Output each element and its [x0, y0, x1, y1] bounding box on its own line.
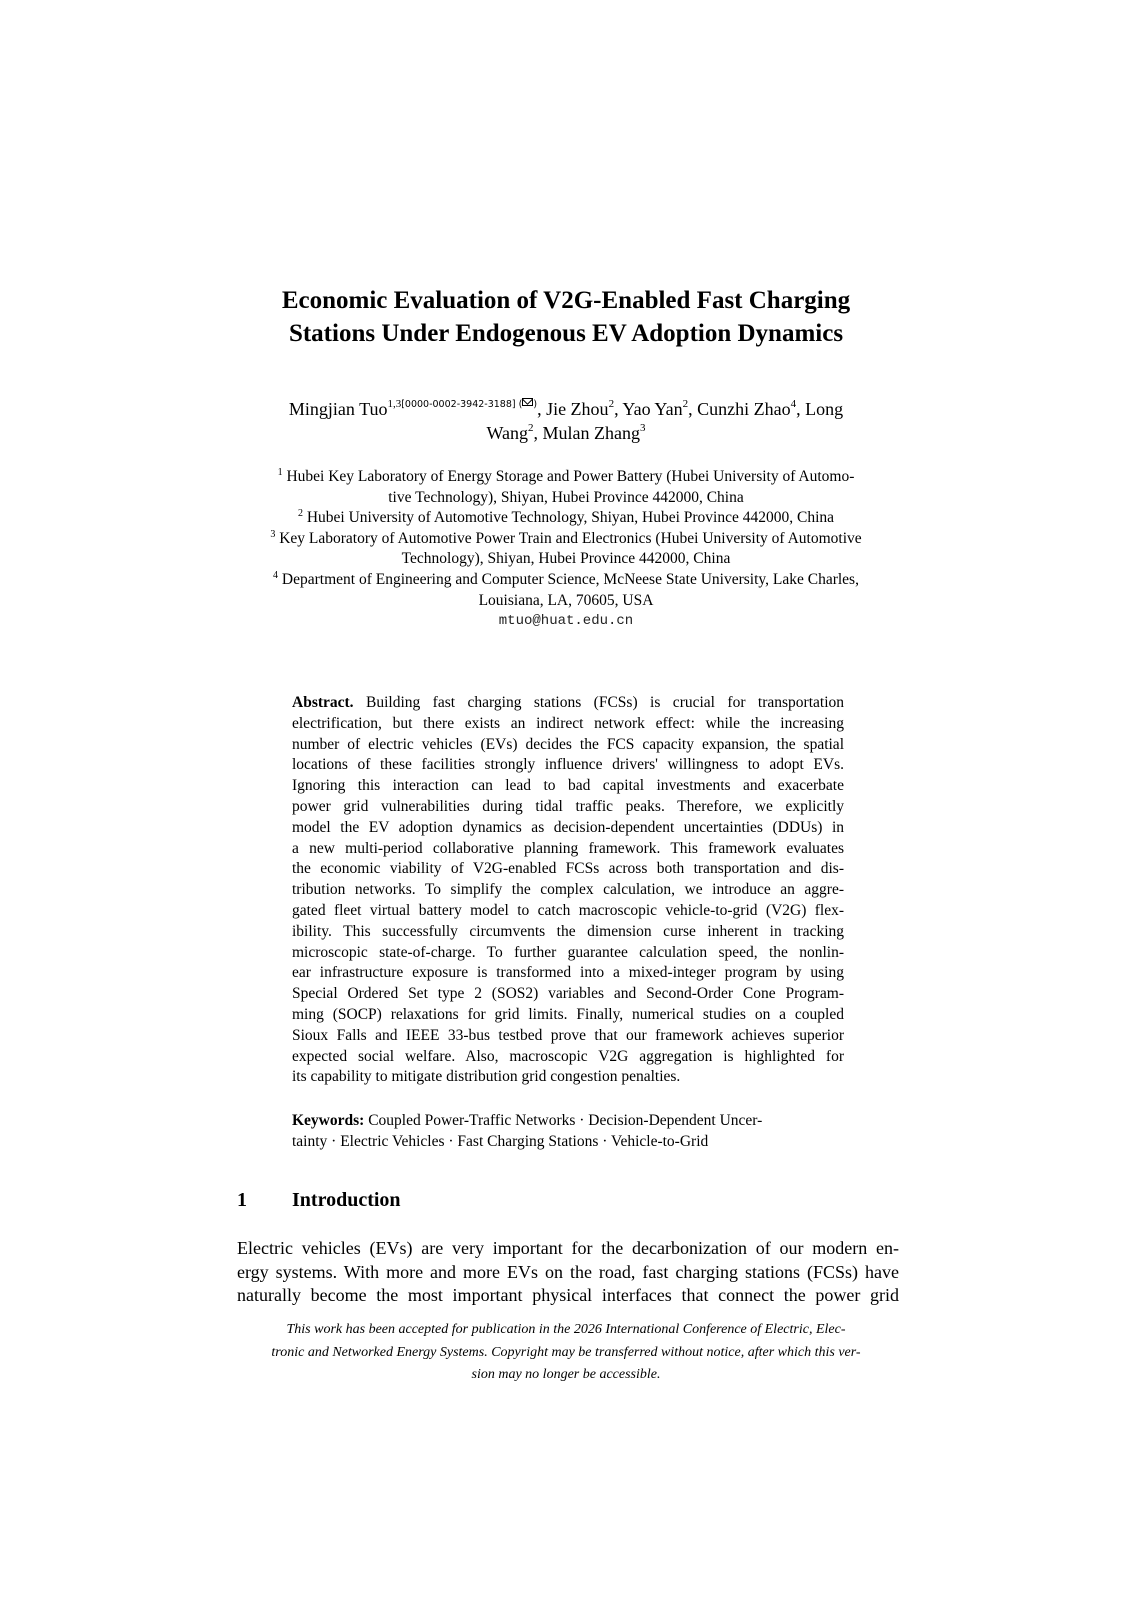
section-number: 1: [237, 1189, 247, 1211]
author-affiliation-marker: 2: [682, 398, 689, 410]
publication-note: [0, 1319, 1132, 1387]
orcid-id: [0000-0002-3942-3188]: [401, 399, 516, 410]
abstract-line: Ignoring this interaction can lead to bad capital investments and exacerbate: [292, 777, 844, 795]
abstract-line: power grid vulnerabilities during tidal traffic peaks. Therefore, we explicitly: [292, 797, 844, 815]
abstract-line: ibility. This successfully circumvents the dimension curse inherent in tracking: [292, 922, 844, 940]
affiliation-line: tive Technology), Shiyan, Hubei Province 442000, China: [388, 488, 744, 506]
author-affiliation-marker: 3: [640, 422, 646, 434]
author-affiliation-marker: 2: [608, 398, 615, 410]
abstract-line: tribution networks. To simplify the complex calculation, we introduce an aggre-: [292, 881, 844, 899]
footnote-line: This work has been accepted for publication in the 2026 International Conference of Electric, Elec-: [286, 1322, 846, 1337]
affiliations: [0, 467, 1132, 632]
abstract-line: Special Ordered Set type 2 (SOS2) variables and Second-Order Cone Program-: [292, 985, 844, 1003]
title-line: Stations Under Endogenous EV Adoption Dynamics: [288, 320, 844, 347]
abstract-line: model the EV adoption dynamics as decision-dependent uncertainties (DDUs) in: [292, 818, 844, 836]
abstract-line: locations of these facilities strongly influence drivers' willingness to adopt EVs.: [292, 756, 844, 774]
abstract-line: the economic viability of V2G-enabled FCSs across both transportation and dis-: [292, 860, 844, 878]
abstract-line: electrification, but there exists an indirect network effect: while the increasing: [292, 714, 844, 732]
footnote-line: sion may no longer be accessible.: [471, 1367, 661, 1382]
keywords-line: Keywords: Coupled Power-Traffic Networks · Decision-Dependent Uncer-: [292, 1112, 763, 1129]
abstract-line: a new multi-period collaborative planning framework. This framework evaluates: [292, 839, 844, 857]
author-name: , Long: [796, 399, 844, 419]
abstract-label: Abstract.: [292, 694, 354, 711]
body-line: ergy systems. With more and more EVs on the road, fast charging stations (FCSs) have: [237, 1261, 899, 1282]
abstract-line: ear infrastructure exposure is transformed into a mixed-integer program by using: [292, 964, 844, 982]
author-line: [0, 421, 1132, 445]
abstract-line: number of electric vehicles (EVs) decides the FCS capacity expansion, the spatial: [292, 735, 844, 753]
abstract: [292, 693, 844, 1088]
keywords-line: tainty · Electric Vehicles · Fast Charging Stations · Vehicle-to-Grid: [292, 1133, 709, 1150]
abstract-line: microscopic state-of-charge. To further guarantee calculation speed, the nonlin-: [292, 943, 844, 961]
affiliation-line: $^4$ Department of Engineering and Computer Science, McNeese State University, Lake Charles,: [273, 569, 859, 588]
abstract-line: expected social welfare. Also, macroscopic V2G aggregation is highlighted for: [292, 1047, 844, 1065]
abstract-line: gated fleet virtual battery model to catch macroscopic vehicle-to-grid (V2G) flex-: [292, 901, 844, 919]
section-heading: [237, 1187, 401, 1213]
author-name: Mingjian Tuo: [288, 399, 388, 419]
keywords-label: Keywords:: [292, 1112, 365, 1129]
envelope-icon: [522, 398, 533, 406]
intro-paragraph: [237, 1237, 899, 1308]
author-affiliation-marker: 1,3[0000-0002-3942-3188] ( ): [387, 398, 538, 410]
author-list: [0, 397, 1132, 445]
author-name: Wang: [486, 423, 529, 443]
contact-email[interactable]: mtuo@huat.edu.cn: [498, 613, 634, 630]
keywords: [292, 1110, 844, 1152]
affiliation-line: Louisiana, LA, 70605, USA: [478, 591, 654, 609]
author-name: , Cunzhi Zhao: [688, 399, 791, 419]
paper-title: [0, 284, 1132, 350]
body-line: naturally become the most important physical interfaces that connect the power grid: [237, 1285, 899, 1305]
author-name: , Jie Zhou: [537, 399, 609, 419]
affiliation-line: $^1$ Hubei Key Laboratory of Energy Storage and Power Battery (Hubei University of Automo-: [277, 467, 855, 485]
title-line: Economic Evaluation of V2G-Enabled Fast Charging: [281, 287, 851, 314]
footnote-line: tronic and Networked Energy Systems. Copyright may be transferred without notice, after which this ver-: [271, 1344, 861, 1360]
author-affiliation-marker: 2: [528, 422, 534, 434]
affiliation-line: Technology), Shiyan, Hubei Province 442000, China: [401, 550, 731, 568]
author-name: , Mulan Zhang: [533, 423, 641, 443]
affiliation-line: $^3$ Key Laboratory of Automotive Power Train and Electronics (Hubei University of Automotive: [270, 528, 862, 547]
author-name: , Yao Yan: [614, 399, 683, 419]
abstract-line: ming (SOCP) relaxations for grid limits. Finally, numerical studies on a coupled: [292, 1005, 844, 1023]
abstract-line: Sioux Falls and IEEE 33-bus testbed prove that our framework achieves superior: [292, 1026, 844, 1044]
author-affiliation-marker: 4: [790, 398, 797, 410]
section-title: Introduction: [292, 1189, 401, 1211]
abstract-line: its capability to mitigate distribution grid congestion penalties.: [292, 1068, 681, 1086]
abstract-line: Abstract. Building fast charging stations (FCSs) is crucial for transportation: [292, 694, 844, 711]
affiliation-line: $^2$ Hubei University of Automotive Technology, Shiyan, Hubei Province 442000, China: [297, 508, 835, 527]
author-line: [0, 397, 1132, 421]
body-line: Electric vehicles (EVs) are very important for the decarbonization of our modern en-: [237, 1238, 899, 1258]
